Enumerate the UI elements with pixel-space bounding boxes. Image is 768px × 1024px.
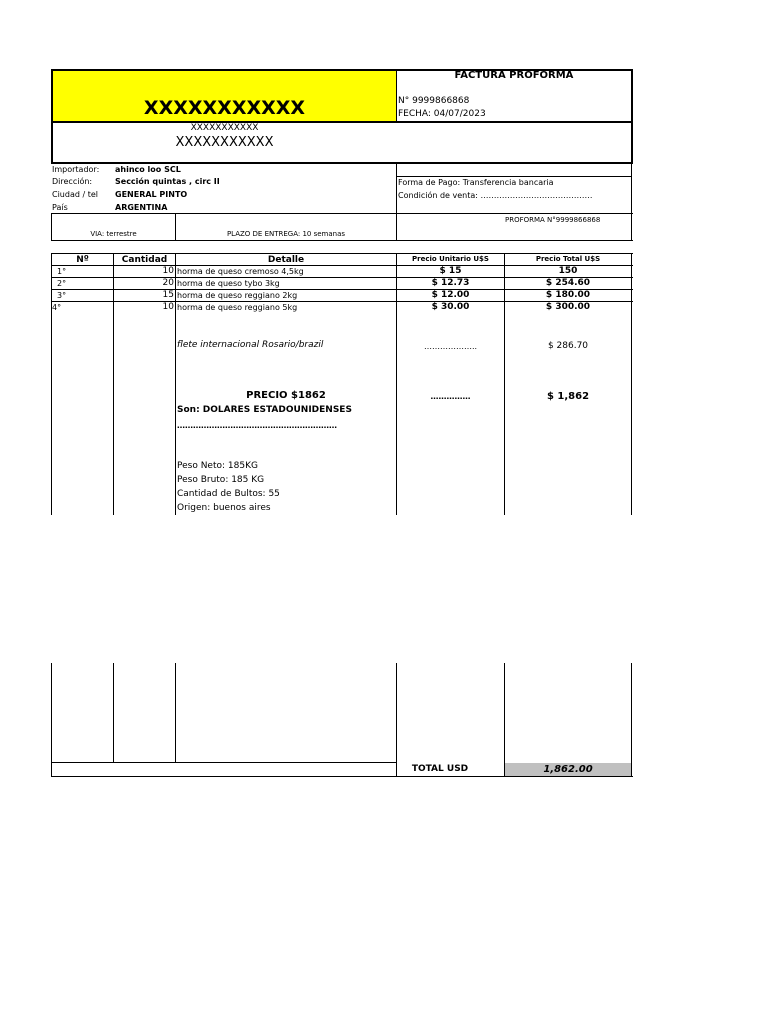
country-label: País [52,203,68,212]
shipping-via: VIA: terrestre [90,230,137,238]
row-number: 3° [57,291,67,300]
row-total-price: $ 300.00 [545,302,591,312]
row-quantity: 10 [162,266,174,276]
col-header-unit-price: Precio Unitario U$S [412,255,489,263]
price-unit-dots: …………… [430,392,471,401]
payment-method: Forma de Pago: Transferencia bancaria [398,178,554,187]
company-name: XXXXXXXXXXX [143,97,306,119]
border [396,163,397,241]
importer-label: Importador: [52,165,100,174]
border [175,253,176,515]
delivery-term: PLAZO DE ENTREGA: 10 semanas [226,230,346,238]
sale-condition: Condición de venta: …………………………………… [398,191,593,200]
row-total-price: 150 [558,266,578,276]
package-count: Cantidad de Bultos: 55 [177,489,280,499]
doc-date: FECHA: 04/07/2023 [398,109,486,119]
doc-title: FACTURA PROFORMA [454,70,574,81]
net-weight: Peso Neto: 185KG [177,461,258,471]
border [51,762,397,763]
col-header-total-price: Precio Total U$S [535,255,601,263]
border [51,213,633,214]
city-label: Ciudad / tel [52,190,98,199]
row-number: 1° [57,267,67,276]
address-value: Sección quintas , circ II [115,177,220,186]
border [51,253,633,254]
border [51,162,633,164]
amount-in-words-dots: …………………………………………………… [177,421,337,430]
col-header-qty: Cantidad [121,255,168,265]
row-number: 4° [52,303,62,312]
row-total-price: $ 254.60 [545,278,591,288]
border [396,176,632,177]
border [175,663,176,763]
amount-in-words: Son: DOLARES ESTADOUNIDENSES [177,405,352,415]
country-value: ARGENTINA [115,203,168,212]
border [51,776,633,777]
row-quantity: 20 [162,278,174,288]
freight-detail: flete internacional Rosario/brazil [177,340,324,350]
sub-line-1: XXXXXXXXXXX [190,123,259,133]
total-label: TOTAL USD [411,764,469,774]
gross-weight: Peso Bruto: 185 KG [177,475,265,485]
importer-value: ahinco loo SCL [115,165,181,174]
border [504,663,505,777]
col-header-detail: Detalle [267,255,305,265]
origin: Origen: buenos aires [177,503,271,513]
border [51,253,52,515]
row-detail: horma de queso reggiano 2kg [177,291,298,300]
proforma-reference: PROFORMA N°9999866868 [505,216,601,224]
border [631,663,632,777]
freight-unit: ……………….. [423,342,478,351]
address-label: Dirección: [52,177,93,186]
row-detail: horma de queso reggiano 5kg [177,303,298,312]
border [51,240,633,241]
border [631,253,632,515]
doc-number: N° 9999866868 [398,96,470,106]
price-total: $ 1,862 [546,391,590,402]
row-unit-price: $ 12.73 [431,278,470,288]
sub-line-2: XXXXXXXXXXX [175,135,274,150]
border [631,163,632,241]
row-unit-price: $ 12.00 [431,290,470,300]
total-value: 1,862.00 [543,764,593,775]
row-quantity: 15 [162,290,174,300]
row-unit-price: $ 30.00 [431,302,470,312]
freight-total: $ 286.70 [547,341,589,351]
border [51,663,52,777]
col-header-no: Nº [76,255,89,265]
row-detail: horma de queso cremoso 4,5kg [177,267,304,276]
row-total-price: $ 180.00 [545,290,591,300]
border [631,69,633,164]
border [113,663,114,763]
price-summary: PRECIO $1862 [246,390,326,401]
row-detail: horma de queso tybo 3kg [177,279,280,288]
border [396,663,397,777]
city-value: GENERAL PINTO [115,190,188,199]
row-number: 2° [57,279,67,288]
row-quantity: 10 [162,302,174,312]
row-unit-price: $ 15 [439,266,462,276]
border [51,265,633,266]
border [51,121,633,123]
